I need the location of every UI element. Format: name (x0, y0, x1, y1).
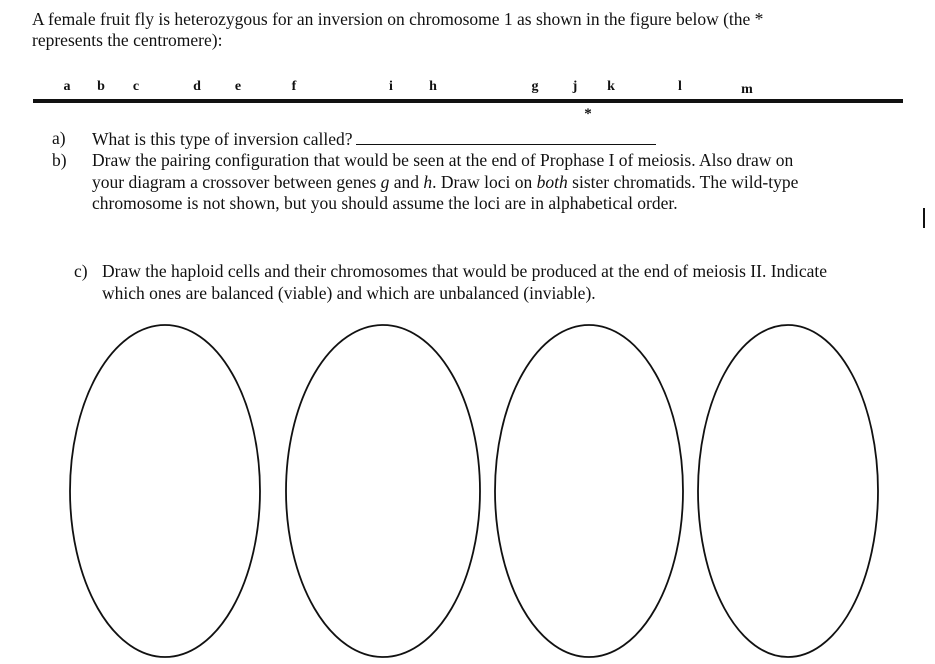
haploid-cell-1[interactable] (70, 325, 260, 657)
question-a (52, 128, 912, 150)
haploid-cell-3[interactable] (495, 325, 683, 657)
question-c-line-1: Draw the haploid cells and their chromosomes that would be produced at the end of meiosis II. Indicate (102, 261, 828, 281)
haploid-cell-4[interactable] (698, 325, 878, 657)
question-b-label: b) (52, 150, 67, 170)
chromosome-line (33, 99, 903, 103)
question-a-text: What is this type of inversion called? (92, 129, 353, 149)
question-c-body (102, 261, 922, 304)
locus-i: i (389, 79, 393, 94)
question-b-line-3: chromosome is not shown, but you should assume the loci are in alphabetical order. (92, 193, 678, 213)
q-b-l2-b: and (389, 171, 424, 192)
question-a-body (92, 128, 656, 151)
q-b-l2-a: your diagram a crossover between genes (92, 171, 381, 192)
chromosome-loci (0, 79, 935, 101)
question-c-label: c) (74, 261, 88, 281)
locus-l: l (678, 79, 682, 94)
locus-f: f (291, 79, 297, 94)
locus-b: b (97, 79, 105, 94)
question-b (52, 150, 922, 216)
locus-a: a (63, 79, 71, 94)
question-b-line-2 (92, 172, 922, 194)
answer-blank[interactable] (356, 128, 656, 145)
both-italic: both (536, 171, 568, 192)
locus-k: k (607, 79, 615, 94)
question-c-line-2: which ones are balanced (viable) and which are unbalanced (inviable). (102, 282, 596, 303)
gene-h-italic: h (423, 171, 433, 192)
locus-d: d (193, 79, 201, 94)
question-b-body (92, 150, 922, 215)
locus-j: j (572, 79, 578, 94)
haploid-cell-ovals (0, 320, 935, 664)
question-c (74, 261, 924, 305)
intro-line-2: represents the centromere): (32, 30, 223, 50)
q-b-l2-d: sister chromatids. The wild-type (567, 171, 799, 192)
question-b-line-1: Draw the pairing configuration that would be seen at the end of Prophase I of meiosis. Also draw on (92, 150, 794, 170)
text-cursor (923, 208, 925, 228)
intro-line-1: A female fruit fly is heterozygous for an inversion on chromosome 1 as shown in the figure below (the * (32, 9, 764, 29)
locus-c: c (132, 79, 140, 94)
locus-h: h (429, 79, 437, 94)
question-a-label: a) (52, 128, 66, 148)
intro-text (32, 9, 892, 51)
locus-e: e (234, 79, 242, 94)
centromere-marker: * (584, 106, 592, 122)
q-b-l2-c: . Draw loci on (432, 171, 537, 192)
gene-g-italic: g (380, 171, 390, 192)
haploid-cell-2[interactable] (286, 325, 480, 657)
locus-m: m (741, 82, 753, 97)
locus-g: g (531, 79, 539, 94)
